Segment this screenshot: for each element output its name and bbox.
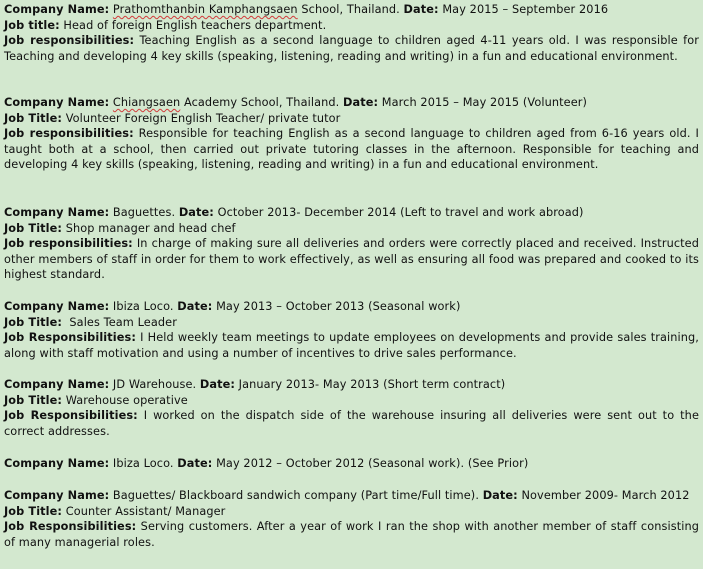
company-name-label: Company Name:: [4, 206, 110, 219]
company-name-label: Company Name:: [4, 3, 110, 16]
job-responsibilities: [4, 519, 699, 550]
date-value: October 2013- December 2014 (Left to travel and work abroad): [213, 206, 584, 219]
job-title-value: Sales Team Leader: [62, 315, 177, 329]
job-responsibilities: [4, 408, 699, 439]
company-name-value: Baguettes.: [109, 206, 179, 219]
job-responsibilities: [4, 236, 699, 283]
job-title-line: [4, 221, 699, 237]
company-name-label: Company Name:: [4, 378, 110, 391]
company-location: Academy School, Thailand.: [180, 96, 344, 109]
job-title-line: [4, 504, 699, 520]
job-responsibilities-label: Job Responsibilities:: [4, 520, 137, 534]
job-title-label: Job Title:: [4, 504, 63, 518]
job-entry: [4, 377, 699, 439]
job-responsibilities-text: Serving customers. After a year of work I ran the shop with another member of staff consisting of many managerial roles.: [4, 520, 699, 549]
job-title-line: [4, 18, 699, 34]
job-entry: [4, 2, 699, 64]
company-line: [4, 205, 699, 221]
job-responsibilities-text: In charge of making sure all deliveries and orders were correctly placed and received. Instructed other members of staff in order for them to work effectively, as well as ensuring all food was prepared and cooked to its highest standard.: [4, 237, 699, 282]
job-entry: [4, 488, 699, 550]
company-line: [4, 488, 699, 504]
job-responsibilities-label: Job responsibilities:: [4, 127, 134, 141]
company-name-value: Chiangsaen: [112, 96, 181, 109]
job-title-label: Job Title:: [4, 111, 63, 125]
job-responsibilities-text: I Held weekly team meetings to update employees on developments and provide sales training, along with staff motivation and using a number of incentives to drive sales performance.: [4, 331, 699, 360]
job-entry: [4, 299, 699, 361]
date-label: Date:: [199, 378, 235, 391]
job-entry: [4, 95, 699, 173]
date-value: May 2015 – September 2016: [438, 3, 609, 16]
job-title-value: Shop manager and head chef: [62, 221, 236, 235]
job-title-value: Warehouse operative: [62, 393, 188, 407]
job-title-value: Head of foreign English teachers department.: [59, 18, 327, 32]
date-label: Date:: [177, 457, 213, 470]
date-label: Date:: [482, 489, 518, 502]
job-title-label: Job Title:: [4, 315, 63, 329]
company-line: [4, 95, 699, 111]
job-title-line: [4, 315, 699, 331]
job-title-line: [4, 393, 699, 409]
company-name-value: Prathomthanbin Kamphangsaen: [112, 3, 298, 16]
job-responsibilities-text: I worked on the dispatch side of the warehouse insuring all deliveries were sent out to the correct addresses.: [4, 409, 699, 438]
job-responsibilities: [4, 330, 699, 361]
company-name-label: Company Name:: [4, 96, 110, 109]
company-name-value: Baguettes/ Blackboard sandwich company (Part time/Full time).: [109, 489, 483, 502]
company-name-label: Company Name:: [4, 489, 110, 502]
date-value: May 2013 – October 2013 (Seasonal work): [212, 300, 461, 313]
job-responsibilities-text: Responsible for teaching English as a second language to children aged from 6-16 years old. I taught both at a school, then carried out private tutoring classes in the afternoon. Responsible for teaching and developing 4 key skills (speaking, listening, reading and writing) in a fun and educational environment.: [4, 127, 699, 172]
job-title-value: Counter Assistant/ Manager: [62, 504, 226, 518]
date-value: January 2013- May 2013 (Short term contract): [234, 378, 506, 391]
job-title-value: Volunteer Foreign English Teacher/ private tutor: [62, 111, 341, 125]
job-title-label: Job Title:: [4, 393, 63, 407]
job-responsibilities-label: Job responsibilities:: [4, 237, 133, 251]
company-name-value: JD Warehouse.: [109, 378, 200, 391]
company-name-value: Ibiza Loco.: [109, 300, 178, 313]
company-line: [4, 377, 699, 393]
company-line: [4, 2, 699, 18]
job-entry: [4, 456, 699, 472]
company-line: [4, 456, 699, 472]
company-line: [4, 299, 699, 315]
job-title-label: Job Title:: [4, 221, 63, 235]
job-entry: [4, 205, 699, 283]
date-value: May 2012 – October 2012 (Seasonal work). (See Prior): [212, 457, 529, 470]
job-title-line: [4, 111, 699, 127]
job-responsibilities: [4, 33, 699, 64]
date-value: March 2015 – May 2015 (Volunteer): [378, 96, 588, 109]
date-value: November 2009- March 2012: [517, 489, 690, 502]
job-responsibilities-label: Job Responsibilities:: [4, 409, 138, 423]
company-location: School, Thailand.: [297, 3, 404, 16]
company-name-label: Company Name:: [4, 457, 110, 470]
job-responsibilities: [4, 126, 699, 173]
company-name-value: Ibiza Loco.: [109, 457, 178, 470]
company-name-label: Company Name:: [4, 300, 110, 313]
date-label: Date:: [178, 206, 214, 219]
job-title-label: Job title:: [4, 18, 60, 32]
job-responsibilities-label: Job Responsibilities:: [4, 331, 136, 345]
job-responsibilities-label: Job responsibilities:: [4, 34, 135, 48]
date-label: Date:: [177, 300, 213, 313]
date-label: Date:: [403, 3, 439, 16]
job-responsibilities-text: Teaching English as a second language to children aged 4-11 years old. I was responsible for Teaching and developing 4 key skills (speaking, listening, reading and writing) in a fun and educational environment.: [4, 34, 699, 63]
date-label: Date:: [343, 96, 379, 109]
